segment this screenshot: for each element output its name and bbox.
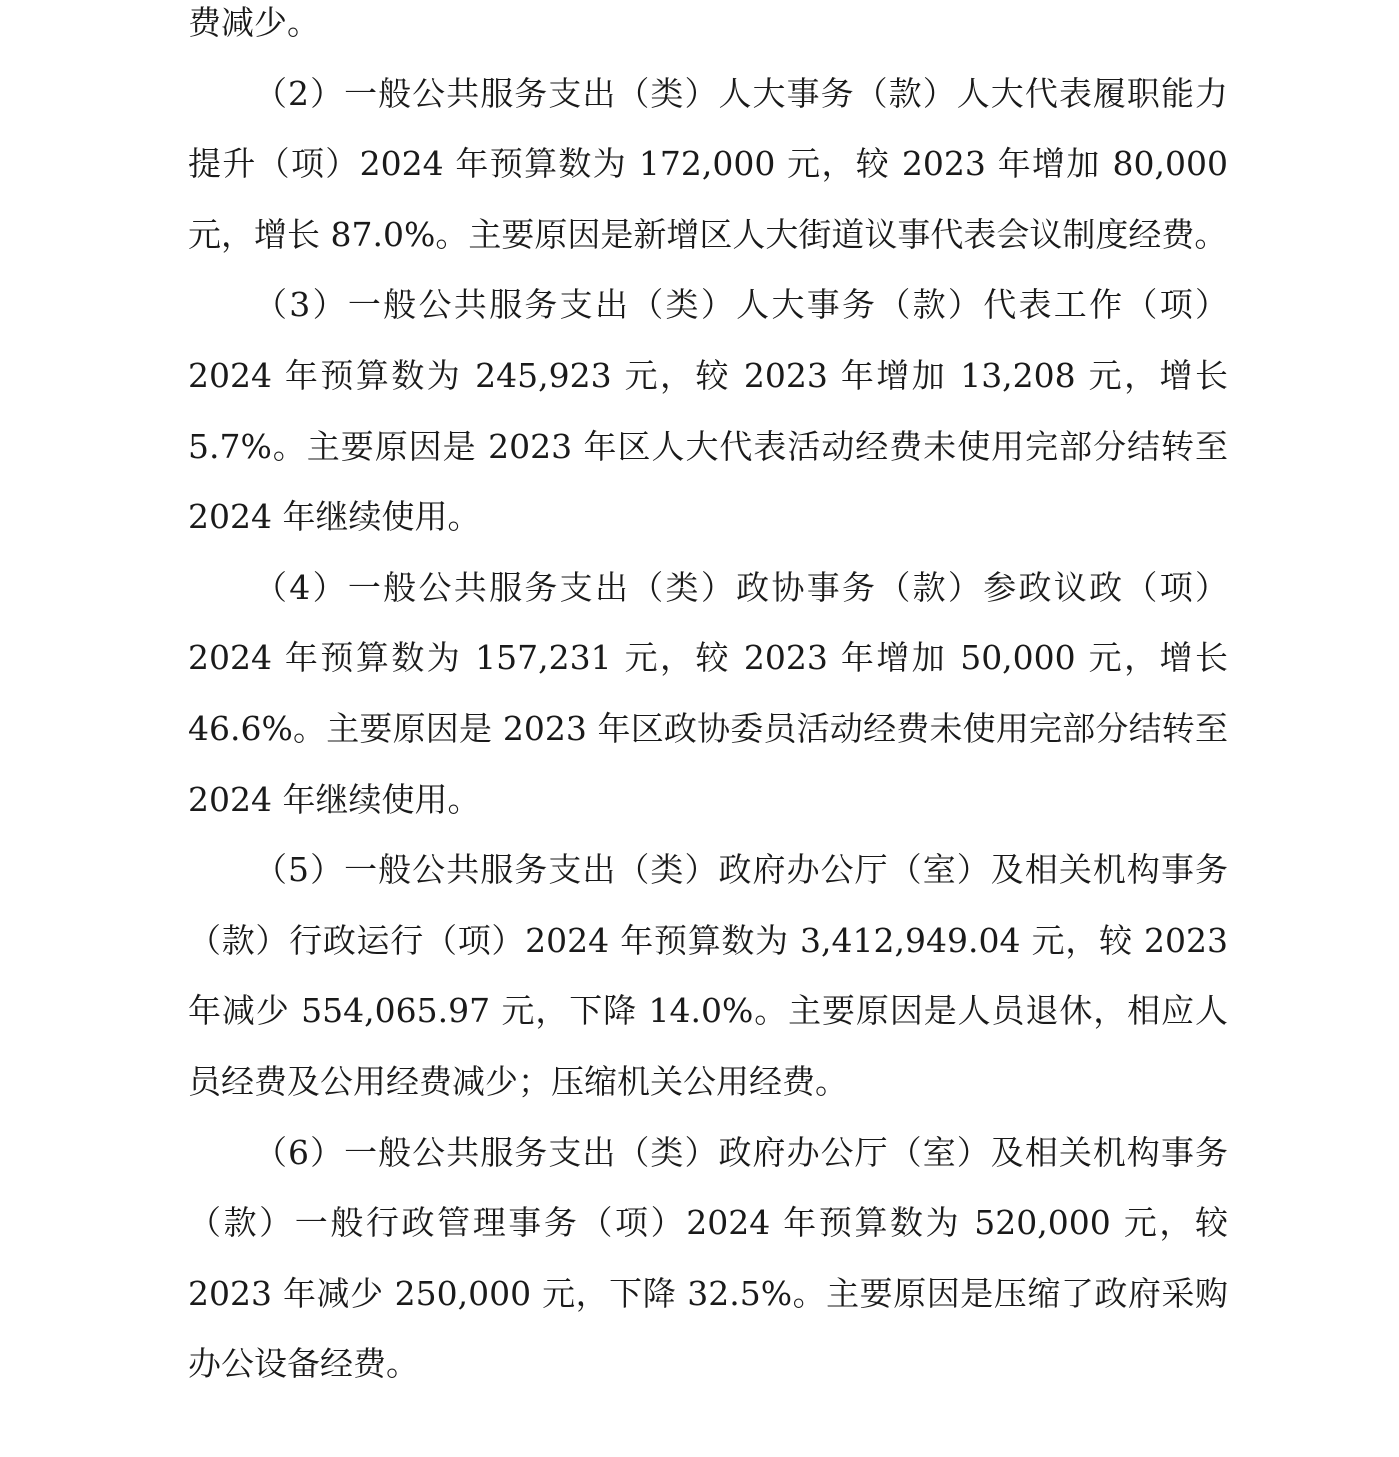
paragraph-item-5: （5）一般公共服务支出（类）政府办公厅（室）及相关机构事务（款）行政运行（项）2024 年预算数为 3,412,949.04 元，较 2023 年减少 554,065.97 元，下降 14.0%。主要原因是人员退休，相应人员经费及公用经费减少；压缩机关公用经费。: [188, 850, 1228, 1101]
paragraph-item-2: （2）一般公共服务支出（类）人大事务（款）人大代表履职能力提升（项）2024 年预算数为 172,000 元，较 2023 年增加 80,000 元，增长 87.0%。主要原因是新增区人大街道议事代表会议制度经费。: [188, 73, 1228, 254]
paragraph-item-4: （4）一般公共服务支出（类）政协事务（款）参政议政（项）2024 年预算数为 157,231 元，较 2023 年增加 50,000 元，增长 46.6%。主要原因是 2023 年区政协委员活动经费未使用完部分结转至 2024 年继续使用。: [188, 567, 1228, 819]
paragraph-continuation: 费减少。: [188, 3, 320, 42]
document-body: [188, 0, 1228, 1400]
paragraph-item-6: （6）一般公共服务支出（类）政府办公厅（室）及相关机构事务（款）一般行政管理事务（项）2024 年预算数为 520,000 元，较 2023 年减少 250,000 元，下降 32.5%。主要原因是压缩了政府采购办公设备经费。: [188, 1132, 1228, 1384]
paragraph-item-3: （3）一般公共服务支出（类）人大事务（款）代表工作（项）2024 年预算数为 245,923 元，较 2023 年增加 13,208 元，增长 5.7%。主要原因是 2023 年区人大代表活动经费未使用完部分结转至 2024 年继续使用。: [188, 285, 1228, 537]
